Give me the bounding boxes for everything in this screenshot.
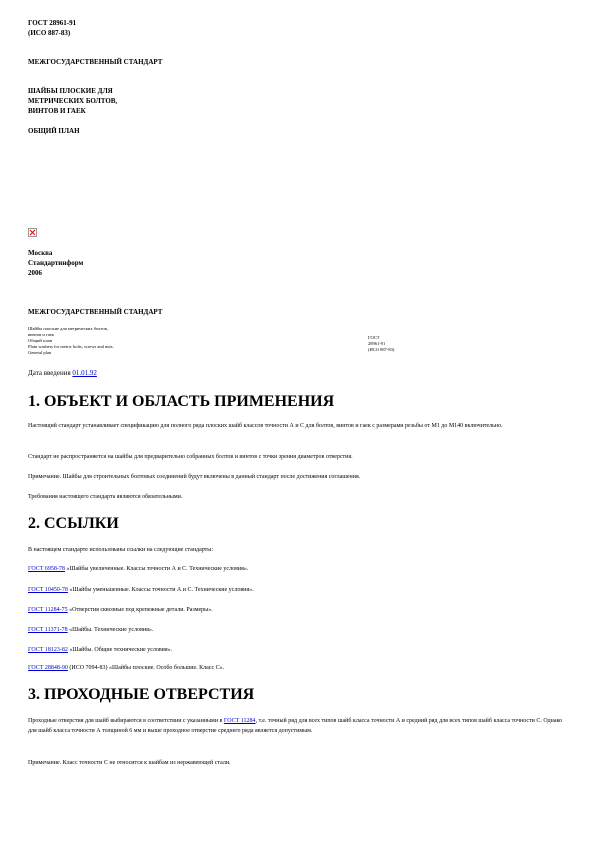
publisher-year: 2006 xyxy=(28,269,42,277)
reference-item xyxy=(28,645,563,655)
title-line-1: ШАЙБЫ ПЛОСКИЕ ДЛЯ xyxy=(28,87,113,95)
section-3-heading: 3. ПРОХОДНЫЕ ОТВЕРСТИЯ xyxy=(28,686,255,703)
section-3-note: Примечание. Класс точности С не относится к шайбам из нержавеющей стали. xyxy=(28,760,231,766)
section-1-paragraph: Стандарт не распространяется на шайбы для предварительно собранных болтов и винтов с точки зрения диаметров отверстия. xyxy=(28,454,353,460)
reference-item xyxy=(28,663,563,673)
section-3-link[interactable]: ГОСТ 11284 xyxy=(223,718,256,724)
publisher-city: Москва xyxy=(28,249,53,257)
title-block-left-line: General plan xyxy=(28,350,52,355)
standard-type: МЕЖГОСУДАРСТВЕННЫЙ СТАНДАРТ xyxy=(28,58,163,66)
intro-date xyxy=(28,368,97,378)
reference-item xyxy=(28,585,563,595)
title-block-right-line: 28961-91 xyxy=(368,341,386,346)
reference-link[interactable]: ГОСТ 6958-78 xyxy=(28,566,65,572)
title-block-left-line: винтов и гаек xyxy=(28,332,54,337)
broken-image-icon xyxy=(28,228,37,237)
reference-link[interactable]: ГОСТ 11371-78 xyxy=(28,627,68,633)
reference-text: (ИСО 7094-83) «Шайбы плоские. Особо большие. Класс С». xyxy=(67,665,225,671)
title-line-3: ВИНТОВ И ГАЕК xyxy=(28,107,86,115)
section-3-text: , т.е. точный ряд для всех типов шайб класса точности А и средний ряд для всех типов шайб класса точности С. Однако для шайб класса точности А толщиной 6 мм и выше проходное отверстие среднего ряда является допустимым. xyxy=(28,718,563,734)
iso-number: (ИСО 887-83) xyxy=(28,29,71,37)
section-3-text: Проходные отверстия для шайб выбираются в соответствии с указанными в xyxy=(28,718,224,724)
intro-date-link[interactable]: 01.01.92 xyxy=(72,369,97,377)
section-1-heading: 1. ОБЪЕКТ И ОБЛАСТЬ ПРИМЕНЕНИЯ xyxy=(28,393,335,410)
section-2-intro: В настоящем стандарте использованы ссылки на следующие стандарты: xyxy=(28,547,214,553)
reference-item xyxy=(28,625,563,635)
reference-text: «Шайбы. Технические условия». xyxy=(67,627,154,633)
section-2-heading: 2. ССЫЛКИ xyxy=(28,515,119,532)
section-1-note: Примечание. Шайбы для строительных болтовых соединений будут включены в данный стандарт после достижения соглашения. xyxy=(28,474,361,480)
title-block-right-line: ГОСТ xyxy=(368,335,380,340)
intro-date-label: Дата введения xyxy=(28,369,71,377)
title-block-right xyxy=(368,326,568,356)
reference-text: «Шайбы уменьшенные. Классы точности А и С. Технические условия». xyxy=(67,587,254,593)
title-block-right-line: (ИСО 887-83) xyxy=(368,347,395,352)
title-block-left-line: Общий план xyxy=(28,338,53,343)
section-1-paragraph: Требования настоящего стандарта являются обязательными. xyxy=(28,494,183,500)
reference-link[interactable]: ГОСТ 28848-90 xyxy=(28,665,68,671)
reference-text: «Шайбы. Общие технические условия». xyxy=(67,647,173,653)
title-block-standard-type: МЕЖГОСУДАРСТВЕННЫЙ СТАНДАРТ xyxy=(28,308,163,316)
subtitle: ОБЩИЙ ПЛАН xyxy=(28,127,80,135)
section-1-paragraph: Настоящий стандарт устанавливает спецификацию для полного ряда плоских шайб классов точности А и С для болтов, винтов и гаек с размерами резьбы от М1 до М140 включительно. xyxy=(28,423,503,429)
title-line-2: МЕТРИЧЕСКИХ БОЛТОВ, xyxy=(28,97,118,105)
gost-number: ГОСТ 28961-91 xyxy=(28,19,77,27)
reference-text: «Отверстия сквозные под крепежные детали. Размеры». xyxy=(67,607,213,613)
reference-link[interactable]: ГОСТ 10450-78 xyxy=(28,587,68,593)
section-3-paragraph xyxy=(28,716,563,736)
reference-text: «Шайбы увеличенные. Классы точности А и С. Технические условия». xyxy=(64,566,249,572)
reference-link[interactable]: ГОСТ 11284-75 xyxy=(28,607,68,613)
reference-link[interactable]: ГОСТ 18123-82 xyxy=(28,647,68,653)
title-block-left-line: Шайбы плоские для метрических болтов, xyxy=(28,326,108,331)
title-block-left-line: Plain washers for metric bolts, screws and nuts. xyxy=(28,344,114,349)
reference-item xyxy=(28,605,563,615)
title-block-left xyxy=(28,326,114,356)
publisher-name: Стандартинформ xyxy=(28,259,84,267)
title-block xyxy=(28,326,568,356)
reference-item xyxy=(28,564,563,574)
